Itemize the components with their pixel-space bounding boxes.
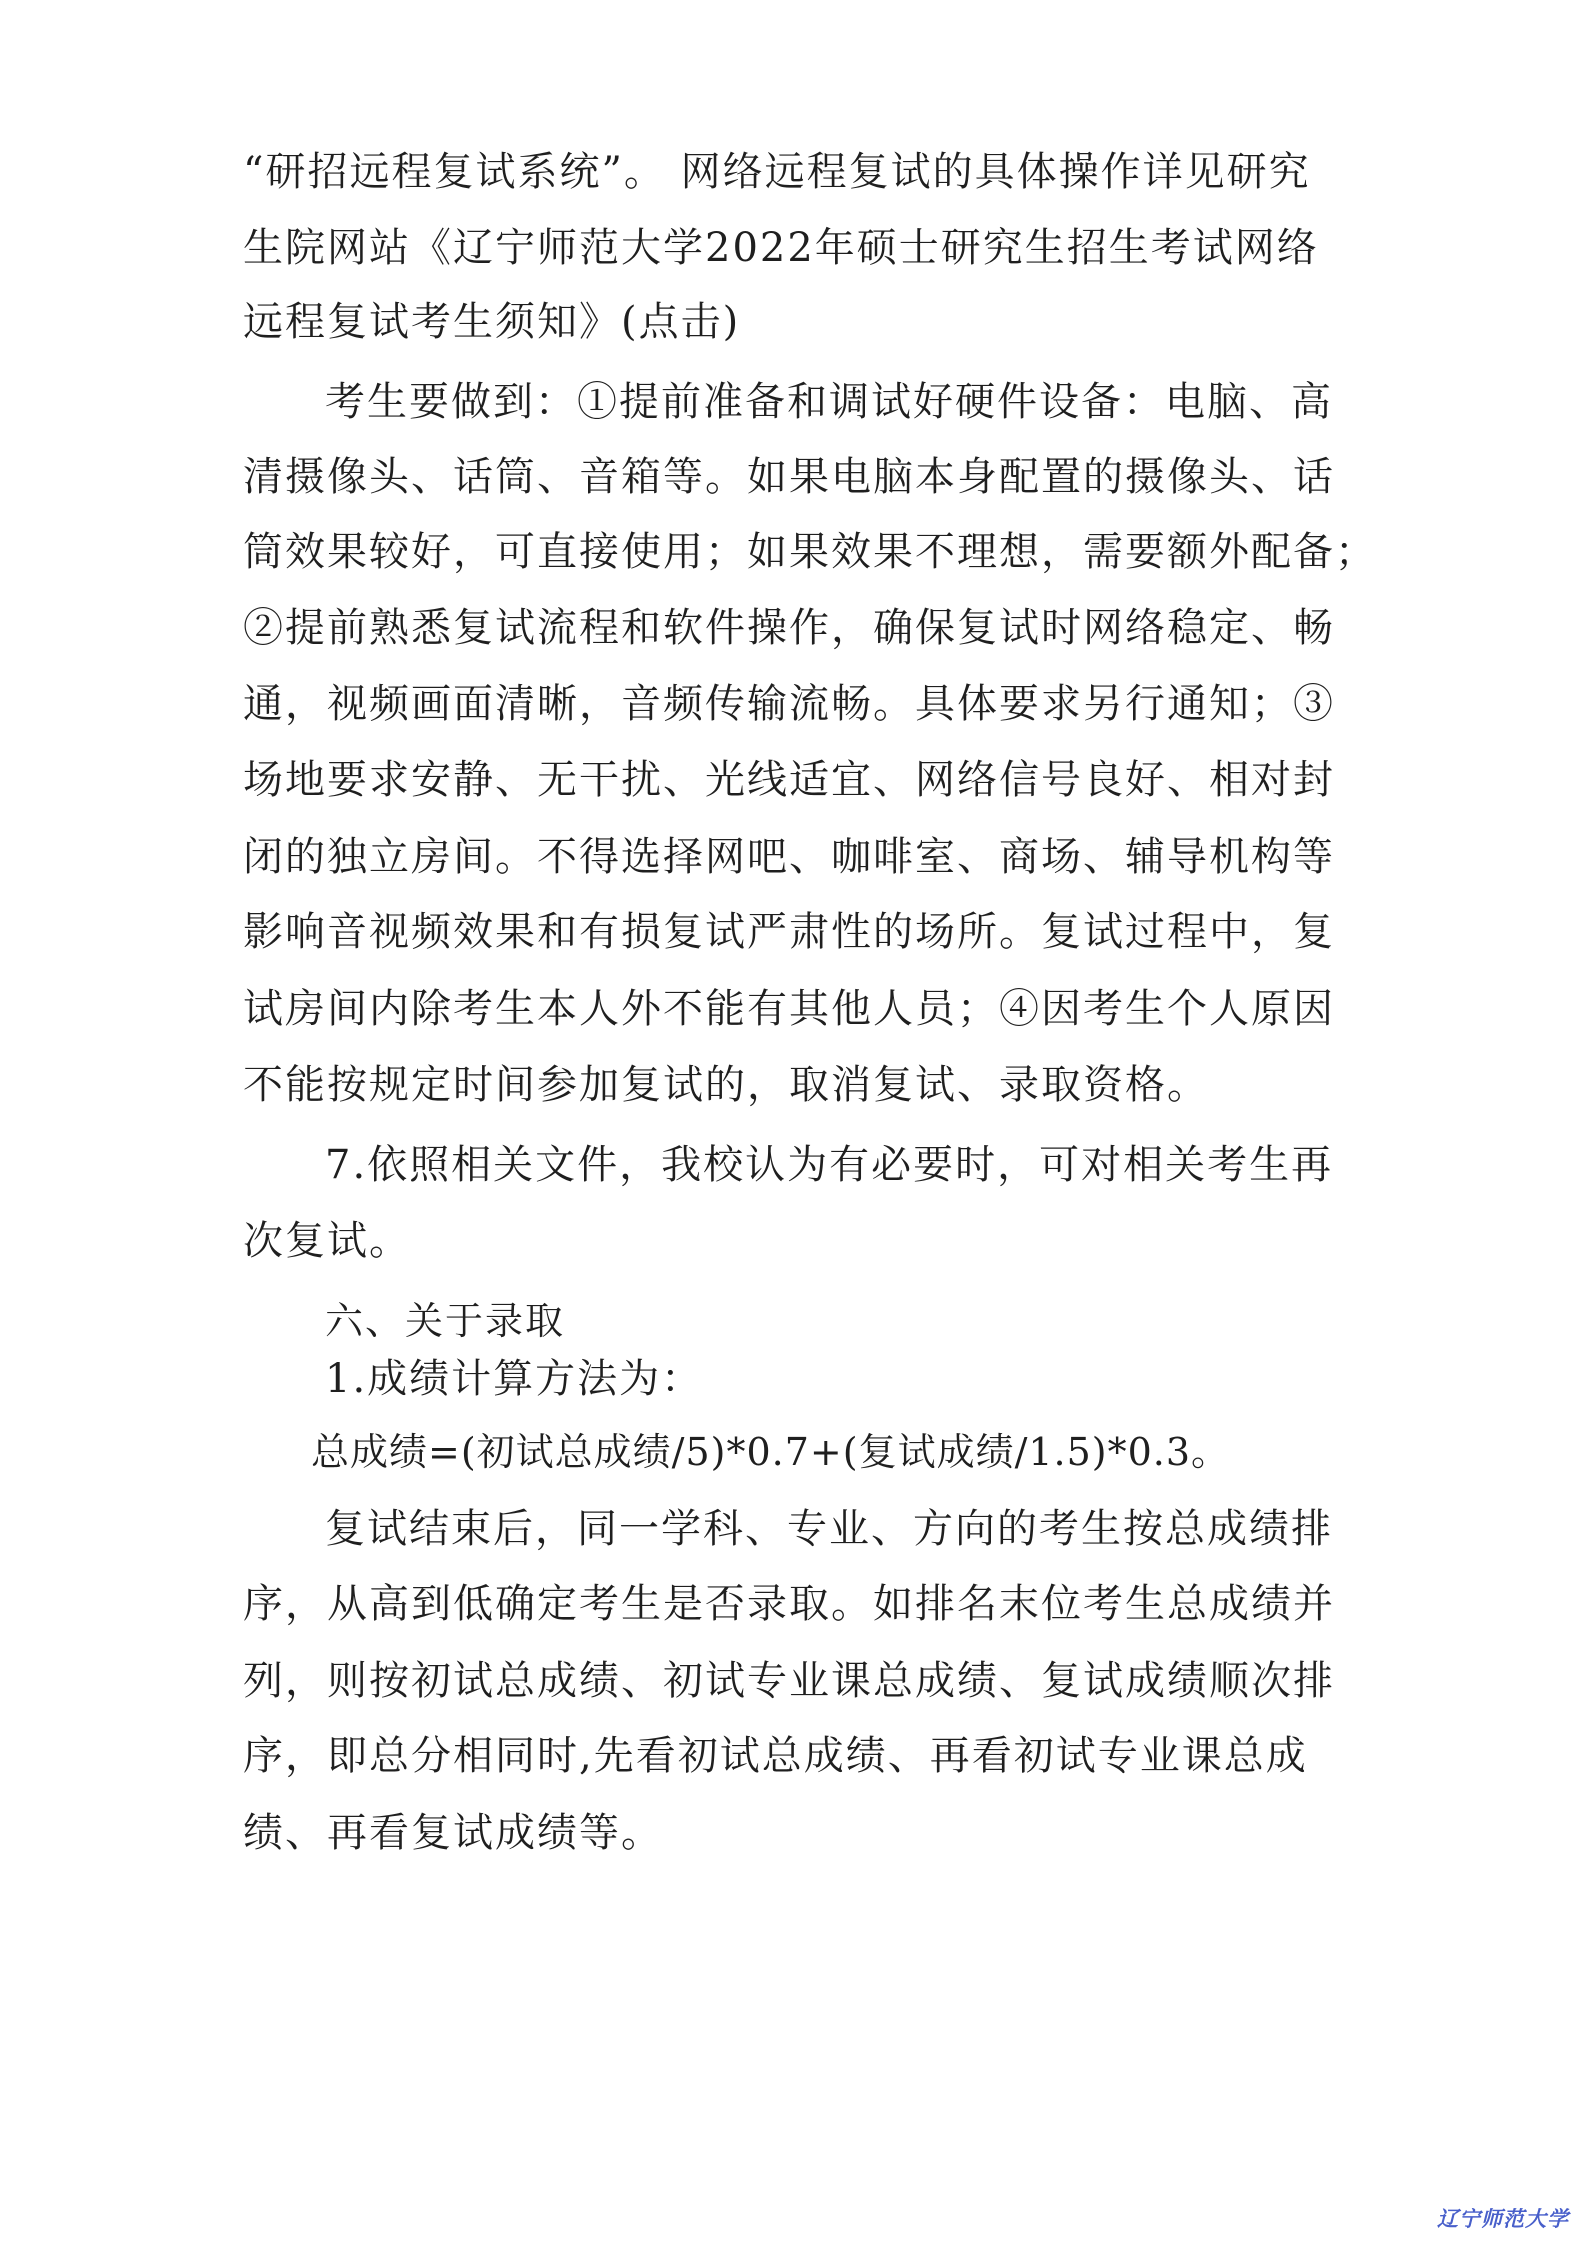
text-line: 列，则按初试总成绩、初试专业课总成绩、复试成绩顺次排 [243, 1658, 1335, 1704]
text-line: 绩、再看复试成绩等。 [243, 1810, 663, 1856]
text-line: 不能按规定时间参加复试的，取消复试、录取资格。 [243, 1062, 1209, 1108]
text-line: 远程复试考生须知》(点击) [243, 299, 741, 345]
score-formula: 总成绩=(初试总成绩/5)*0.7+(复试成绩/1.5)*0.3。 [311, 1430, 1231, 1474]
text-line: ②提前熟悉复试流程和软件操作，确保复试时网络稳定、畅 [243, 605, 1335, 651]
text-line: 复试结束后，同一学科、专业、方向的考生按总成绩排 [325, 1506, 1333, 1552]
text-line: 生院网站《辽宁师范大学2022年硕士研究生招生考试网络 [243, 225, 1319, 271]
text-line: 试房间内除考生本人外不能有其他人员；④因考生个人原因 [243, 986, 1335, 1032]
text-line: 闭的独立房间。不得选择网吧、咖啡室、商场、辅导机构等 [243, 834, 1335, 880]
text-line: 通，视频画面清晰，音频传输流畅。具体要求另行通知；③ [243, 681, 1335, 727]
text-line: 影响音视频效果和有损复试严肃性的场所。复试过程中，复 [243, 909, 1335, 955]
university-watermark: 辽宁师范大学 [1437, 2207, 1569, 2231]
text-line: 1.成绩计算方法为： [325, 1356, 704, 1402]
text-line: “研招远程复试系统”。 网络远程复试的具体操作详见研究 [243, 149, 1311, 195]
text-line: 7.依照相关文件，我校认为有必要时，可对相关考生再 [325, 1142, 1334, 1188]
text-line: 序，即总分相同时,先看初试总成绩、再看初试专业课总成 [243, 1733, 1308, 1779]
text-line: 清摄像头、话筒、音箱等。如果电脑本身配置的摄像头、话 [243, 454, 1335, 500]
text-line: 场地要求安静、无干扰、光线适宜、网络信号良好、相对封 [243, 757, 1335, 803]
text-line: 序，从高到低确定考生是否录取。如排名末位考生总成绩并 [243, 1581, 1335, 1627]
text-line: 次复试。 [243, 1218, 411, 1264]
text-line: 筒效果较好，可直接使用；如果效果不理想，需要额外配备； [243, 529, 1377, 575]
section-heading: 六、关于录取 [325, 1299, 566, 1343]
text-line: 考生要做到：①提前准备和调试好硬件设备：电脑、高 [325, 379, 1333, 425]
